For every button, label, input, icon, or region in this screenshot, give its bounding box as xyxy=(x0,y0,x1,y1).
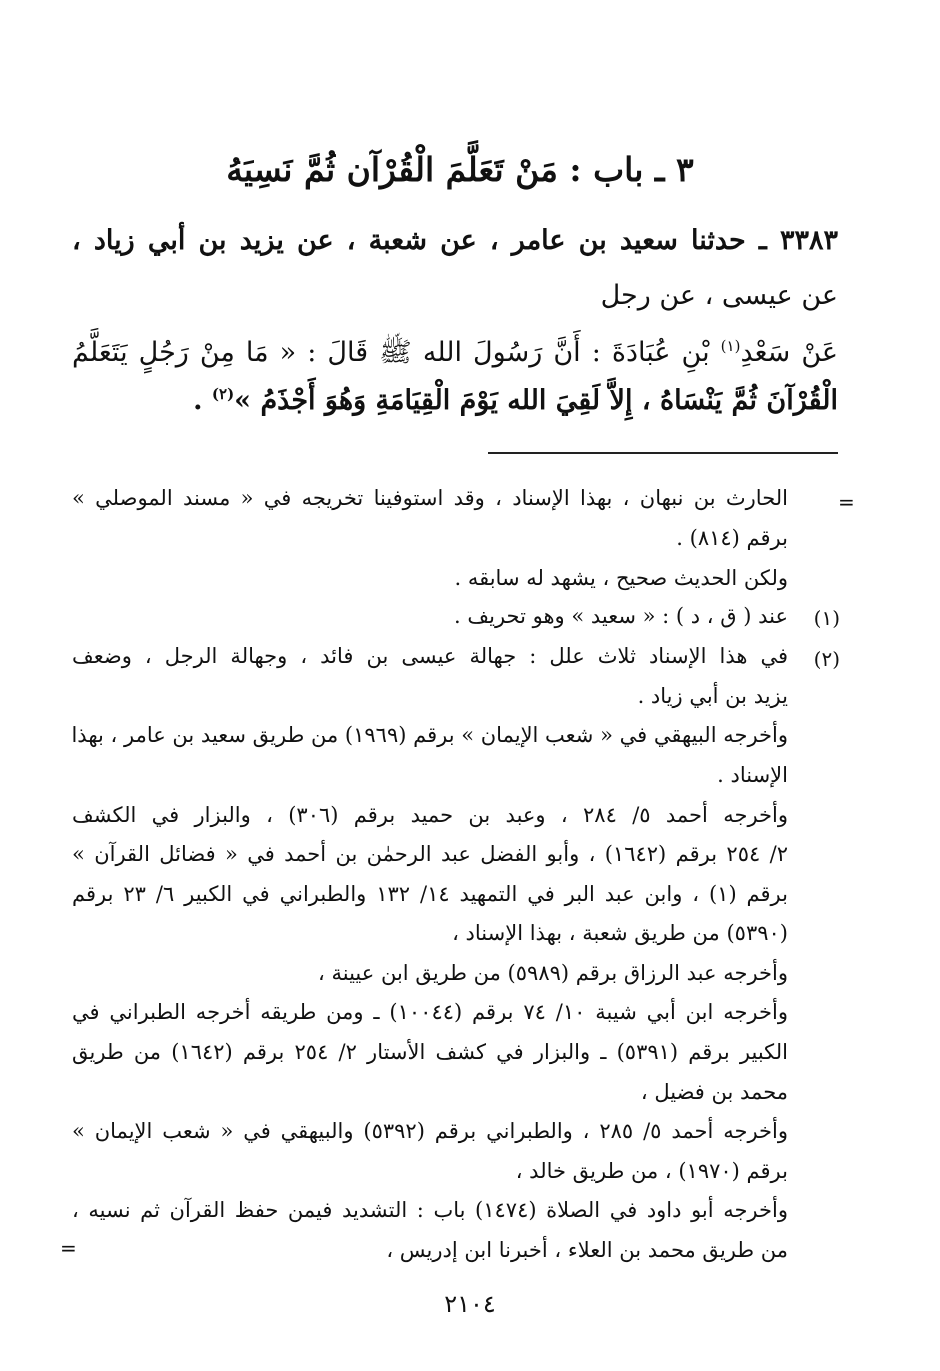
footnote-continued-line-3: ولكن الحديث صحيح ، يشهد له سابقه . xyxy=(454,566,788,590)
footnote-separator xyxy=(488,452,838,454)
footnote-1-number: (١) xyxy=(813,606,840,630)
footnote-2-line: محمد بن فضيل ، xyxy=(640,1080,788,1104)
footnote-2-line: وأخرجه عبد الرزاق برقم (٥٩٨٩) من طريق ابن عيينة ، xyxy=(318,961,788,985)
footnote-2-line: في هذا الإسناد ثلاث علل : جهالة عيسى بن فائد ، وجهالة الرجل ، وضعف xyxy=(72,644,788,668)
footnote-2-line: وأخرجه البيهقي في « شعب الإيمان » برقم (١٩٦٩) من طريق سعيد بن عامر ، بهذا xyxy=(71,723,788,747)
footnote-2-line: وأخرجه أحمد ٥/ ٢٨٥ ، والطبراني برقم (٥٣٩٢) والبيهقي في « شعب الإيمان » xyxy=(72,1119,788,1143)
matn-text-2-end: . xyxy=(193,385,212,416)
footnote-2-line: الكبير برقم (٥٣٩١) ـ والبزار في كشف الأستار ٢/ ٢٥٤ برقم (١٦٤٢) من طريق xyxy=(72,1040,788,1064)
page-number: ٢١٠٤ xyxy=(444,1290,496,1318)
matn-narrator: عَنْ سَعْدِ xyxy=(740,337,838,368)
footnote-2-line: ٢/ ٢٥٤ برقم (١٦٤٢) ، وأبو الفضل عبد الرحمٰن بن أحمد في « فضائل القرآن » xyxy=(72,842,788,866)
footnote-2-line: الإسناد . xyxy=(717,763,788,787)
footnote-continued-line-1: الحارث بن نبهان ، بهذا الإسناد ، وقد استوفينا تخريجه في « مسند الموصلي » xyxy=(72,486,788,510)
footnote-ref-2: (٢) xyxy=(211,385,235,403)
footnote-2-line: وأخرجه أبو داود في الصلاة (١٤٧٤) باب : التشديد فيمن حفظ القرآن ثم نسيه ، xyxy=(72,1198,788,1222)
hadith-isnad-line-1: ٣٣٨٣ ـ حدثنا سعيد بن عامر ، عن شعبة ، عن يزيد بن أبي زياد ، xyxy=(72,225,838,256)
footnote-continued-line-2: برقم (٨١٤) . xyxy=(676,526,788,550)
footnote-ref-1: (١) xyxy=(720,337,741,355)
hadith-matn-line-2 xyxy=(193,385,838,416)
footnote-2-line: وأخرجه أحمد ٥/ ٢٨٤ ، وعبد بن حميد برقم (٣٠٦) ، والبزار في الكشف xyxy=(72,803,788,827)
continuation-marker-bottom: = xyxy=(60,1236,77,1260)
footnote-2-line: يزيد بن أبي زياد . xyxy=(637,684,788,708)
matn-text-1: بْنِ عُبَادَةَ : أَنَّ رَسُولَ الله ﷺ قَالَ : « مَا مِنْ رَجُلٍ يَتَعَلَّمُ xyxy=(72,337,721,368)
footnote-2-line: من طريق محمد بن العلاء ، أخبرنا ابن إدريس ، xyxy=(386,1238,788,1262)
hadith-isnad-line-2: عن عيسى ، عن رجل xyxy=(600,280,838,311)
footnote-2-line: برقم (١٩٧٠) ، من طريق خالد ، xyxy=(515,1159,788,1183)
chapter-title: ٣ ـ باب : مَنْ تَعَلَّمَ الْقُرْآن ثُمَّ نَسِيَهُ xyxy=(226,150,694,189)
footnote-1-text: عند ( ق ، د ) : « سعيد » وهو تحريف . xyxy=(454,604,788,628)
footnote-2-line: برقم (١) ، وابن عبد البر في التمهيد ١٤/ ١٣٢ والطبراني في الكبير ٦/ ٢٣ برقم xyxy=(72,882,788,906)
hadith-matn-line-1 xyxy=(72,335,838,375)
footnote-2-line: (٥٣٩٠) من طريق شعبة ، بهذا الإسناد ، xyxy=(452,921,788,945)
continuation-marker-top: = xyxy=(838,490,855,514)
matn-text-2: الْقُرْآنَ ثُمَّ يَنْسَاهُ ، إِلاَّ لَقِيَ الله يَوْمَ الْقِيَامَةِ وَهُوَ أَجْذَمُ » xyxy=(234,385,838,416)
footnote-2-number: (٢) xyxy=(813,647,840,671)
footnote-2-line: وأخرجه ابن أبي شيبة ١٠/ ٧٤ برقم (١٠٠٤٤) ـ ومن طريقه أخرجه الطبراني في xyxy=(72,1000,788,1024)
